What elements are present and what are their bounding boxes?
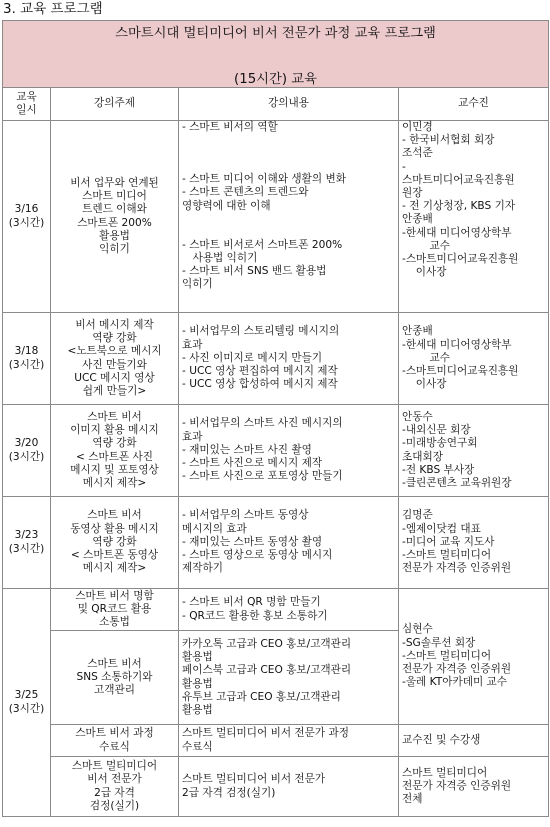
topic-cell: 스마트 비서 SNS 소통하기와 고객관리 — [51, 631, 179, 725]
table-row — [3, 725, 549, 757]
content-line: 활용법 — [182, 703, 213, 716]
table-title: 스마트시대 멀티미디어 비서 전문가 과정 교육 프로그램 — [115, 26, 436, 41]
content-line: 수료식 — [182, 740, 213, 753]
lecturer-line: 이민경 — [402, 121, 433, 133]
content-line: 효과 — [182, 338, 203, 351]
content-line: - 스마트 콘텐츠의 트렌드와 — [182, 186, 309, 199]
lecturer-cell — [399, 497, 549, 589]
lecturer-line: -미디어 교육 지도사 — [402, 535, 495, 548]
lecturer-line: -한세대 미디어영상학부 — [402, 338, 512, 351]
content-line: 제작하기 — [182, 562, 223, 575]
content-line: - 스마트 영상으로 동영상 메시지 — [182, 549, 333, 562]
content-line: 스마트 멀티미디어 비서 전문가 과정 — [182, 727, 349, 740]
table-row — [3, 313, 549, 405]
content-line: 사용법 익히기 — [192, 252, 258, 265]
content-line: - UCC 영상 편집하여 메시지 제작 — [182, 365, 338, 378]
topic-cell: 스마트 비서 명함 및 QR코드 활용 소통법 — [51, 589, 179, 631]
topic-cell: 스마트 비서 과정 수료식 — [51, 725, 179, 757]
content-line: 카카오톡 고급과 CEO 홍보/고객관리 — [182, 637, 352, 650]
lecturer-line: 이사장 — [415, 378, 447, 391]
lecturer-line: 교수 — [429, 239, 451, 252]
header-date: 교육 일시 — [3, 88, 51, 121]
content-line: - 스마트 사진으로 메시지 제작 — [182, 457, 323, 470]
lecturer-line: -스마트미디어교육진흥원 — [402, 253, 519, 266]
topic-cell: 스마트 비서 동영상 활용 메시지 역량 강화 < 스마트폰 동영상 메시지 제작> — [51, 497, 179, 589]
table-row — [3, 497, 549, 589]
table-subtitle: (15시간) 교육 — [234, 72, 317, 87]
lecturer-line: -미래방송연구회 — [402, 437, 478, 450]
date-cell: 3/18 (3시간) — [3, 313, 51, 405]
topic-cell: 비서 업무와 연계된 스마트 미디어 트렌드 이해와 스마트폰 200% 활용법 익히기 — [51, 121, 179, 313]
lecturer-line: 안종배 — [402, 213, 433, 226]
lecturer-line: 이사장 — [415, 266, 447, 279]
content-line: 효과 — [182, 430, 203, 443]
lecturer-line: -스마트 멀티미디어 — [402, 549, 492, 562]
lecturer-cell: 교수진 및 수강생 — [399, 725, 549, 757]
content-line: 익히기 — [182, 278, 213, 291]
lecturer-line: -스마트 멀티미디어 — [402, 649, 492, 662]
date-cell: 3/25 (3시간) — [3, 589, 51, 817]
lecturer-line: -울레 KT아카데미 교수 — [402, 676, 508, 689]
content-line: - 스마트 비서로서 스마트폰 200% — [182, 238, 343, 251]
lecturer-line: -전 KBS 부사장 — [402, 463, 475, 476]
content-line: - 재미있는 스마트 동영상 촬영 — [182, 535, 323, 548]
table-row — [3, 757, 549, 817]
lecturer-line: 전체 — [402, 793, 423, 806]
date-cell: 3/16 (3시간) — [3, 121, 51, 313]
header-content: 강의내용 — [179, 88, 399, 121]
content-line: - 스마트 미디어 이해와 생활의 변화 — [182, 173, 346, 186]
lecturer-line: 스마트 멀티미디어 — [402, 766, 488, 779]
lecturer-line: 조석준 — [402, 147, 433, 160]
content-line: - 비서업무의 스토리텔링 메시지의 — [182, 325, 340, 338]
lecturer-cell — [399, 121, 549, 313]
content-line: - UCC 영상 합성하여 메시지 제작 — [182, 378, 338, 391]
lecturer-line: -SG솔루션 회장 — [402, 636, 476, 649]
table-title-cell — [3, 21, 549, 88]
lecturer-line: 원장 — [402, 187, 423, 200]
content-line: 유투브 고급과 CEO 홍보/고객관리 — [182, 690, 341, 703]
title-row — [3, 21, 549, 88]
content-cell — [179, 497, 399, 589]
program-table — [2, 20, 549, 817]
lecturer-line: 전문가 자격증 인증위원 — [402, 562, 512, 575]
topic-cell: 스마트 비서 이미지 활용 메시지 역량 강화 < 스마트폰 사진 메시지 및 포토영상 메시지 제작> — [51, 405, 179, 497]
lecturer-cell — [399, 757, 549, 817]
lecturer-line: 안동수 — [402, 410, 433, 423]
lecturer-line: -클린콘텐츠 교육위원장 — [402, 476, 512, 489]
lecturer-line: - 전 기상청장, KBS 기자 — [402, 200, 516, 213]
section-heading: 3. 교육 프로그램 — [3, 1, 103, 17]
content-line: - 비서업무의 스마트 사진 메시지의 — [182, 417, 343, 430]
lecturer-line: 안종배 — [402, 325, 433, 338]
table-row — [3, 589, 549, 631]
header-topic: 강의주제 — [51, 88, 179, 121]
date-cell: 3/23 (3시간) — [3, 497, 51, 589]
lecturer-line: -한세대 미디어영상학부 — [402, 226, 512, 239]
content-line: - 비서업무의 스마트 동영상 — [182, 509, 309, 522]
content-cell — [179, 313, 399, 405]
header-lecturer: 교수진 — [399, 88, 549, 121]
content-cell — [179, 405, 399, 497]
content-line: 활용법 — [182, 651, 213, 664]
content-line: 페이스북 고급과 CEO 홍보/고객관리 — [182, 664, 352, 677]
lecturer-cell — [399, 313, 549, 405]
lecturer-line: -스마트미디어교육진흥원 — [402, 365, 519, 378]
lecturer-line: 교수 — [429, 351, 451, 364]
content-line: 2급 자격 검정(실기) — [182, 786, 276, 799]
header-row — [3, 88, 549, 121]
lecturer-cell — [399, 589, 549, 725]
content-cell — [179, 725, 399, 757]
lecturer-cell — [399, 405, 549, 497]
lecturer-line: 김명준 — [402, 509, 433, 522]
content-line: - 스마트 사진으로 포토영상 만들기 — [182, 470, 343, 483]
topic-cell: 비서 메시지 제작 역량 강화 <노트북으로 메시지 사진 만들기와 UCC 메시지 영상 쉽게 만들기> — [51, 313, 179, 405]
content-line: - 스마트 비서의 역할 — [182, 121, 278, 133]
content-line: - 스마트 비서 SNS 밴드 활용법 — [182, 265, 327, 278]
topic-cell: 스마트 멀티미디어 비서 전문가 2급 자격 검정(실기) — [51, 757, 179, 817]
lecturer-line: -엠제이닷컴 대표 — [402, 522, 481, 535]
content-line: 영향력에 대한 이해 — [182, 199, 271, 212]
date-cell: 3/20 (3시간) — [3, 405, 51, 497]
content-line: - 재미있는 스마트 사진 촬영 — [182, 443, 312, 456]
content-line: - 스마트 비서 QR 명함 만들기 — [182, 596, 321, 609]
lecturer-line: 초대회장 — [402, 450, 443, 463]
lecturer-line: 전문가 자격증 인증위원 — [402, 663, 512, 676]
lecturer-line: - 한국비서협회 회장 — [402, 134, 495, 147]
lecturer-line: 스마트미디어교육진흥원 — [402, 173, 515, 186]
content-line: - QR코드 활용한 홍보 소통하기 — [182, 609, 328, 622]
content-cell — [179, 589, 399, 631]
content-cell — [179, 121, 399, 313]
table-row — [3, 121, 549, 313]
content-cell — [179, 757, 399, 817]
lecturer-line: -내외신문 회장 — [402, 424, 471, 437]
content-line: 메시지의 효과 — [182, 522, 247, 535]
content-line: 스마트 멀티미디어 비서 전문가 — [182, 773, 326, 786]
content-cell — [179, 631, 399, 725]
lecturer-line: 심현수 — [402, 623, 433, 636]
table-row — [3, 405, 549, 497]
lecturer-line: - — [402, 160, 406, 173]
content-line: - 사진 이미지로 메시지 만들기 — [182, 351, 323, 364]
content-line: 활용법 — [182, 677, 213, 690]
lecturer-line: 전문가 자격증 인증위원 — [402, 779, 512, 792]
